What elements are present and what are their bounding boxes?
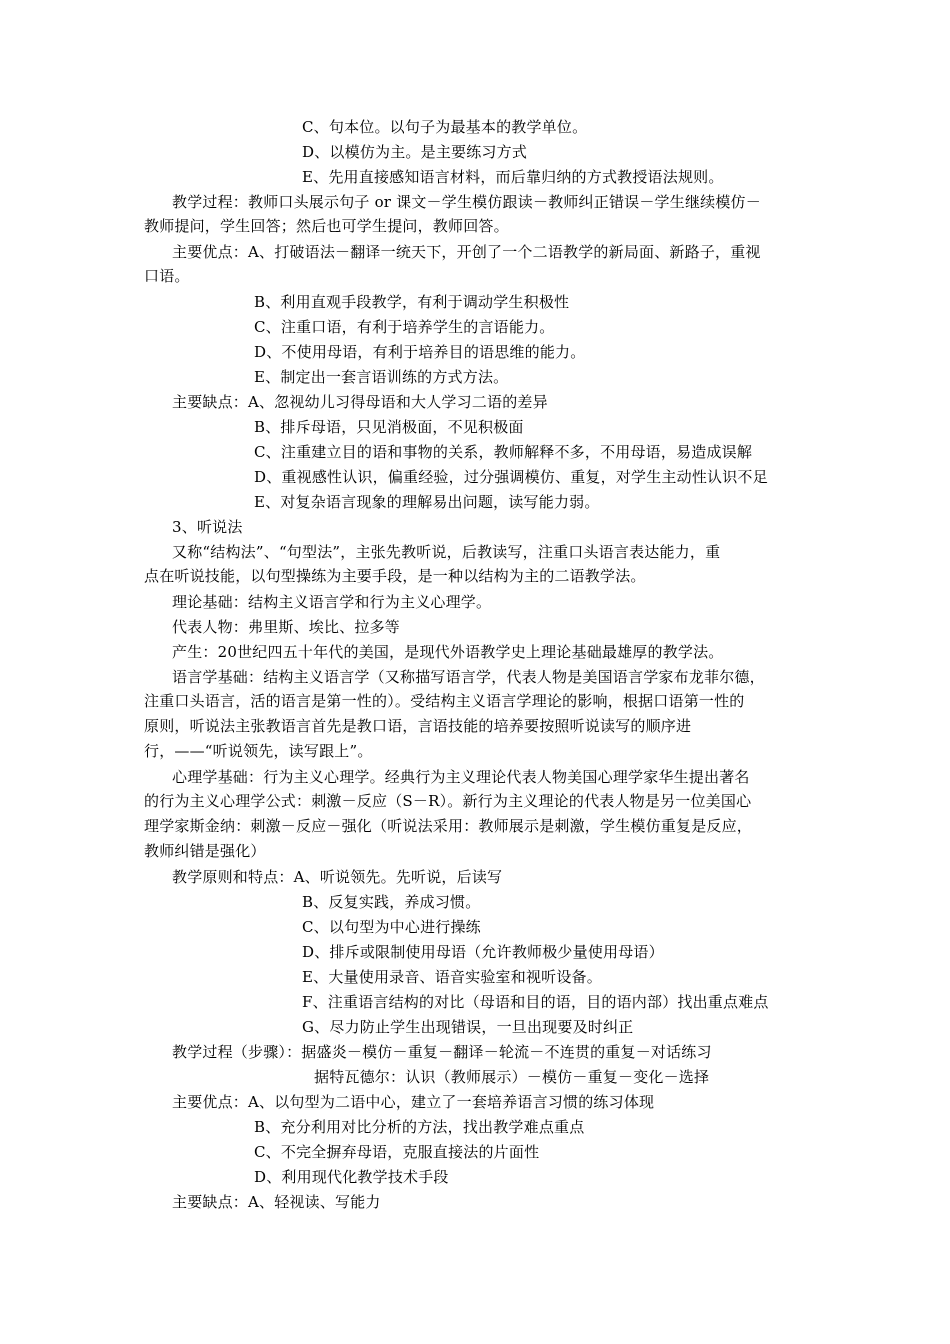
text-line: 产生：20世纪四五十年代的美国，是现代外语教学史上理论基础最雄厚的教学法。 (172, 643, 724, 661)
text-line: 主要缺点：A、忽视幼儿习得母语和大人学习二语的差异 (172, 393, 548, 411)
text-line: F、注重语言结构的对比（母语和目的语，目的语内部）找出重点难点 (302, 993, 769, 1011)
text-line: 教学过程（步骤）：据盛炎－模仿－重复－翻译－轮流－不连贯的重复－对话练习 (172, 1043, 712, 1061)
text-line: C、注重口语，有利于培养学生的言语能力。 (254, 318, 555, 336)
text-line: 又称“结构法”、“句型法”，主张先教听说，后教读写，注重口头语言表达能力，重 (172, 543, 721, 561)
text-line: 教师纠错是强化） (144, 842, 266, 860)
text-line: D、利用现代化教学技术手段 (254, 1168, 449, 1186)
text-line: 教师提问，学生回答；然后也可学生提问，教师回答。 (144, 217, 509, 235)
text-line: B、反复实践，养成习惯。 (302, 893, 481, 911)
text-line: 口语。 (144, 267, 190, 285)
text-line: 代表人物：弗里斯、埃比、拉多等 (172, 618, 401, 636)
text-line: 主要缺点：A、轻视读、写能力 (172, 1193, 381, 1211)
text-line: 主要优点：A、打破语法－翻译一统天下，开创了一个二语教学的新局面、新路子，重视 (172, 243, 761, 261)
text-line: 注重口头语言，活的语言是第一性的）。受结构主义语言学理论的影响，根据口语第一性的 (144, 692, 745, 710)
text-line: 的行为主义心理学公式：刺激－反应（S－R）。新行为主义理论的代表人物是另一位美国心 (144, 792, 752, 810)
text-line: D、排斥或限制使用母语（允许教师极少量使用母语） (302, 943, 664, 961)
text-line: 原则，听说法主张教语言首先是教口语，言语技能的培养要按照听说读写的顺序进 (144, 717, 692, 735)
text-line: 点在听说技能，以句型操练为主要手段，是一种以结构为主的二语教学法。 (144, 567, 646, 585)
text-line: D、以模仿为主。是主要练习方式 (302, 143, 528, 161)
text-line: D、不使用母语，有利于培养目的语思维的能力。 (254, 343, 586, 361)
text-line: 理学家斯金纳：刺激－反应－强化（听说法采用：教师展示是刺激，学生模仿重复是反应， (144, 817, 753, 835)
text-line: 教学过程：教师口头展示句子 or 课文－学生模仿跟读－教师纠正错误－学生继续模仿－ (172, 193, 761, 211)
text-line: B、利用直观手段教学，有利于调动学生积极性 (254, 293, 570, 311)
text-line: 据特瓦德尔：认识（教师展示）－模仿－重复－变化－选择 (314, 1068, 710, 1086)
text-line: E、大量使用录音、语音实验室和视听设备。 (302, 968, 602, 986)
text-line: 心理学基础：行为主义心理学。经典行为主义理论代表人物美国心理学家华生提出著名 (172, 768, 750, 786)
text-line: E、制定出一套言语训练的方式方法。 (254, 368, 509, 386)
text-line: C、不完全摒弃母语，克服直接法的片面性 (254, 1143, 540, 1161)
text-line: B、排斥母语，只见消极面，不见积极面 (254, 418, 524, 436)
text-line: E、先用直接感知语言材料，而后靠归纳的方式教授语法规则。 (302, 168, 724, 186)
text-line: C、以句型为中心进行操练 (302, 918, 481, 936)
text-line: 语言学基础：结构主义语言学（又称描写语言学，代表人物是美国语言学家布龙菲尔德， (172, 668, 765, 686)
text-line: 教学原则和特点：A、听说领先。先听说，后读写 (172, 868, 503, 886)
text-line: D、重视感性认识，偏重经验，过分强调模仿、重复，对学生主动性认识不足 (254, 468, 768, 486)
text-line: 主要优点：A、以句型为二语中心，建立了一套培养语言习惯的练习体现 (172, 1093, 655, 1111)
text-line: 理论基础：结构主义语言学和行为主义心理学。 (172, 593, 492, 611)
text-line: C、句本位。以句子为最基本的教学单位。 (302, 118, 588, 136)
text-line: B、充分利用对比分析的方法，找出教学难点重点 (254, 1118, 585, 1136)
text-line: G、尽力防止学生出现错误，一旦出现要及时纠正 (302, 1018, 634, 1036)
section-heading: 3、听说法 (172, 518, 243, 536)
text-line: 行，——“听说领先，读写跟上”。 (144, 742, 373, 760)
text-line: E、对复杂语言现象的理解易出问题，读写能力弱。 (254, 493, 600, 511)
text-line: C、注重建立目的语和事物的关系，教师解释不多，不用母语，易造成误解 (254, 443, 753, 461)
